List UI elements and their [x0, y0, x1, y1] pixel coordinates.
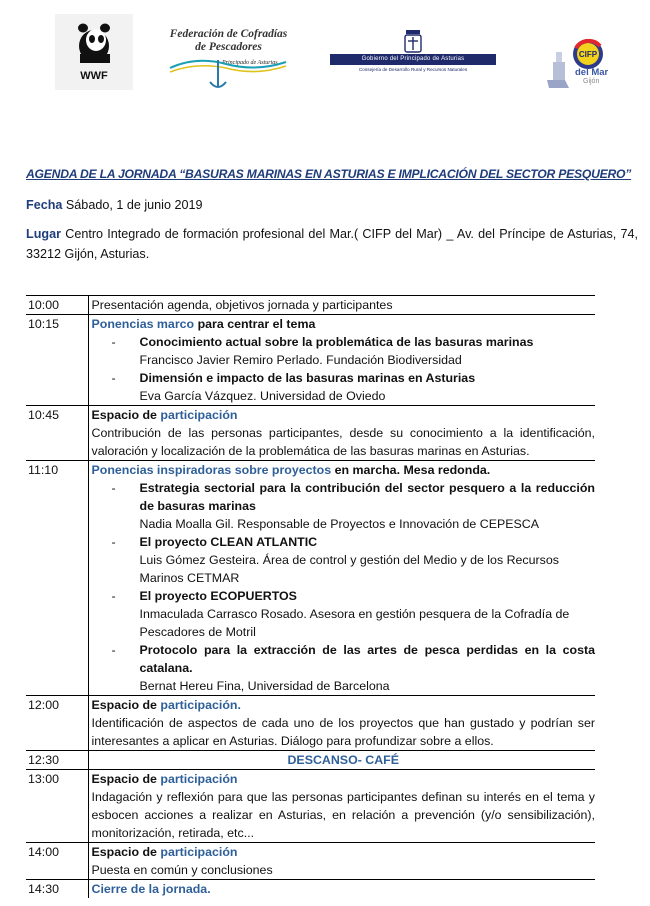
dash-bullet-icon: - [111, 535, 116, 549]
agenda-text: Identificación de aspectos de cada uno de los proyectos que han gustado y podrían ser interesantes a aplicar en Asturias. Diálogo para profundizar sobre a ellos. [91, 716, 595, 748]
agenda-content [88, 696, 595, 751]
cofradias-line-1: Federación de Cofradías [169, 28, 288, 40]
talk-speaker: Inmaculada Carrasco Rosado. Asesora en gestión pesquera de la Cofradía de Pescadores de Motril [139, 607, 570, 639]
list-item [92, 641, 596, 695]
break-label: DESCANSO- CAFÉ [88, 751, 595, 770]
consejeria-name: Consejería de Desarrollo Rural y Recursos Naturales [358, 67, 468, 72]
agenda-heading [92, 406, 596, 424]
cifp-name: del Mar [575, 67, 609, 78]
heading-black: Espacio de [91, 845, 157, 859]
agenda-content [88, 770, 595, 843]
talk-speaker: Bernat Hereu Fina, Universidad de Barcelona [139, 679, 390, 693]
list-item [92, 479, 596, 533]
agenda-time: 14:00 [26, 843, 88, 880]
heading-black: Espacio de [91, 408, 157, 422]
agenda-heading [92, 315, 596, 333]
agenda-row [26, 461, 595, 696]
coat-of-arms-icon [328, 28, 498, 54]
page-title: AGENDA DE LA JORNADA “BASURAS MARINAS EN ASTURIAS E IMPLICACIÓN DEL SECTOR PESQUERO” [26, 167, 632, 181]
heading-rest: para centrar el tema [197, 317, 316, 331]
agenda-heading [92, 696, 596, 714]
heading-blue: participación. [160, 698, 241, 712]
agenda-text: Puesta en común y conclusiones [91, 863, 273, 877]
agenda-closing: Cierre de la jornada. [88, 880, 595, 899]
agenda-text: Contribución de las personas participantes, desde su conocimiento a la identificación, valoración y localización de la problemática de las basuras marinas en Asturias. [91, 426, 595, 458]
heading-blue: participación [160, 845, 238, 859]
agenda-content [88, 461, 595, 696]
agenda-heading [92, 461, 596, 479]
cifp-logo [545, 36, 615, 92]
heading-blue: Ponencias marco [91, 317, 195, 331]
fecha-value: Sábado, 1 de junio 2019 [65, 198, 203, 212]
wwf-logo [55, 14, 133, 90]
agenda-content [88, 843, 595, 880]
agenda-row [26, 315, 595, 406]
agenda-text: Presentación agenda, objetivos jornada y participantes [88, 296, 595, 315]
agenda-time: 11:10 [26, 461, 88, 696]
talk-title: Protocolo para la extracción de las artes de pesca perdidas en la costa catalana. [139, 643, 595, 675]
fecha-line [26, 195, 638, 215]
agenda-content [88, 315, 595, 406]
cifp-mark: CIFP [578, 50, 598, 59]
gobierno-name: Gobierno del Principado de Asturias [330, 54, 496, 65]
dash-bullet-icon: - [111, 481, 116, 495]
heading-rest: en marcha. Mesa redonda. [334, 463, 491, 477]
talk-speaker: Francisco Javier Remiro Perlado. Fundación Biodiversidad [139, 353, 462, 367]
agenda-time: 10:45 [26, 406, 88, 461]
talk-title: Dimensión e impacto de las basuras marinas en Asturias [139, 371, 476, 385]
ship-icon [545, 36, 615, 92]
agenda-row [26, 751, 595, 770]
lugar-line [26, 224, 638, 264]
heading-blue: participación [160, 772, 238, 786]
agenda-heading [92, 843, 596, 861]
talk-title: El proyecto CLEAN ATLANTIC [139, 535, 318, 549]
list-item [92, 333, 596, 369]
lugar-value: Centro Integrado de formación profesional del Mar.( CIFP del Mar) _ Av. del Príncipe de Asturias, 74, 33212 Gijón, Asturias. [26, 227, 639, 261]
heading-black: Espacio de [91, 772, 157, 786]
cifp-city: Gijón [583, 78, 600, 85]
agenda-time: 12:00 [26, 696, 88, 751]
agenda-row [26, 406, 595, 461]
list-item [92, 587, 596, 641]
agenda-time: 12:30 [26, 751, 88, 770]
agenda-row [26, 770, 595, 843]
dash-bullet-icon: - [111, 371, 116, 385]
agenda-table [26, 295, 595, 898]
talk-speaker: Eva García Vázquez. Universidad de Oviedo [139, 389, 386, 403]
agenda-time: 13:00 [26, 770, 88, 843]
dash-bullet-icon: - [111, 335, 116, 349]
agenda-time: 10:15 [26, 315, 88, 406]
agenda-text: Indagación y reflexión para que las personas participantes definan su interés en el tema y esbocen acciones a realizar en Asturias, en relación a prevención (y/o sensibilización), monitorización, retirada, etc... [91, 790, 595, 840]
talk-speaker: Luis Gómez Gesteira. Área de control y gestión del Medio y de los Recursos Marinos CETMAR [139, 553, 559, 585]
agenda-time: 14:30 [26, 880, 88, 899]
panda-icon [55, 14, 133, 74]
heading-blue: participación [160, 408, 238, 422]
list-item [92, 369, 596, 405]
talk-title: Conocimiento actual sobre la problemática de las basuras marinas [139, 335, 534, 349]
logo-bar [0, 0, 650, 120]
agenda-time: 10:00 [26, 296, 88, 315]
agenda-row [26, 880, 595, 899]
talk-title: El proyecto ECOPUERTOS [139, 589, 297, 603]
talk-title: Estrategia sectorial para la contribución del sector pesquero a la reducción de basuras marinas [139, 481, 595, 513]
anchor-wave-icon [166, 54, 291, 94]
cofradias-line-2: de Pescadores [195, 41, 262, 53]
wwf-text: WWF [80, 70, 108, 82]
agenda-row [26, 843, 595, 880]
agenda-row [26, 696, 595, 751]
fecha-label: Fecha [26, 198, 63, 212]
talk-speaker: Nadia Moalla Gil. Responsable de Proyectos e Innovación de CEPESCA [139, 517, 539, 531]
lugar-label: Lugar [26, 227, 61, 241]
list-item [92, 533, 596, 587]
agenda-row [26, 296, 595, 315]
dash-bullet-icon: - [111, 643, 116, 657]
heading-blue: Ponencias inspiradoras sobre proyectos [91, 463, 332, 477]
dash-bullet-icon: - [111, 589, 116, 603]
agenda-content [88, 406, 595, 461]
agenda-heading [92, 770, 596, 788]
cofradias-logo [166, 28, 291, 90]
heading-black: Espacio de [91, 698, 157, 712]
gobierno-asturias-logo [328, 28, 498, 78]
cofradias-subtitle: Principado de Asturias [222, 60, 278, 66]
